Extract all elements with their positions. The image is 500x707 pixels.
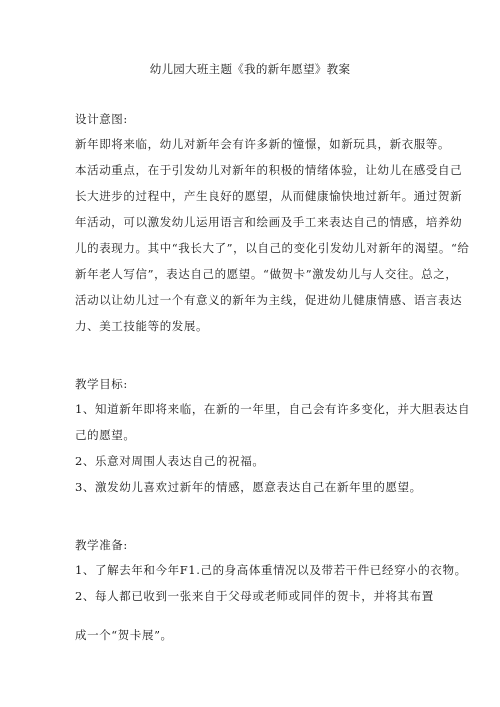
list-item-continuation: 己的愿望。 — [75, 428, 136, 442]
paragraph-line: 长大进步的过程中，产生良好的愿望，从而健康愉快地过新年。通过贺新 — [75, 189, 463, 203]
section-heading-prep: 教学准备: — [75, 538, 128, 552]
list-item: 2、乐意对周围人表达自己的祝福。 — [75, 454, 265, 468]
paragraph-line: 本活动重点，在于引发幼儿对新年的积极的情绪体验，让幼儿在感受自己 — [75, 163, 463, 177]
paragraph-line: 力、美工技能等的发展。 — [75, 319, 209, 333]
section-heading-goals: 教学目标: — [75, 377, 128, 391]
list-item: 3、激发幼儿喜欢过新年的情感，愿意表达自己在新年里的愿望。 — [75, 480, 422, 494]
paragraph-line: 年活动，可以激发幼儿运用语言和绘画及手工来表达自己的情感，培养幼 — [75, 215, 463, 229]
list-item: 1、知道新年即将来临，在新的一年里，自己会有许多变化，并大胆表达自 — [75, 402, 471, 416]
section-heading-design: 设计意图: — [75, 112, 128, 126]
list-item: 1、了解去年和今年F1.己的身高体重情况以及带若干件已经穿小的衣物。 — [75, 563, 467, 577]
paragraph-line: 活动以让幼儿过一个有意义的新年为主线，促进幼儿健康情感、语言表达 — [75, 293, 463, 307]
document-title: 幼儿园大班主题《我的新年愿望》教案 — [149, 62, 351, 76]
paragraph-line: 新年老人写信”，表达自己的愿望。“做贺卡”激发幼儿与人交往。总之， — [75, 267, 458, 281]
list-item: 2、每人都已收到一张来自于父母或老师或同伴的贺卡，并将其布置 — [75, 589, 434, 603]
paragraph-line: 儿的表现力。其中“我长大了”，以自己的变化引发幼儿对新年的渴望。“给 — [75, 241, 470, 255]
paragraph-line: 新年即将来临，幼儿对新年会有许多新的憧憬，如新玩具，新衣服等。 — [75, 137, 451, 151]
list-item-continuation: 成一个“贺卡展”。 — [75, 628, 173, 642]
